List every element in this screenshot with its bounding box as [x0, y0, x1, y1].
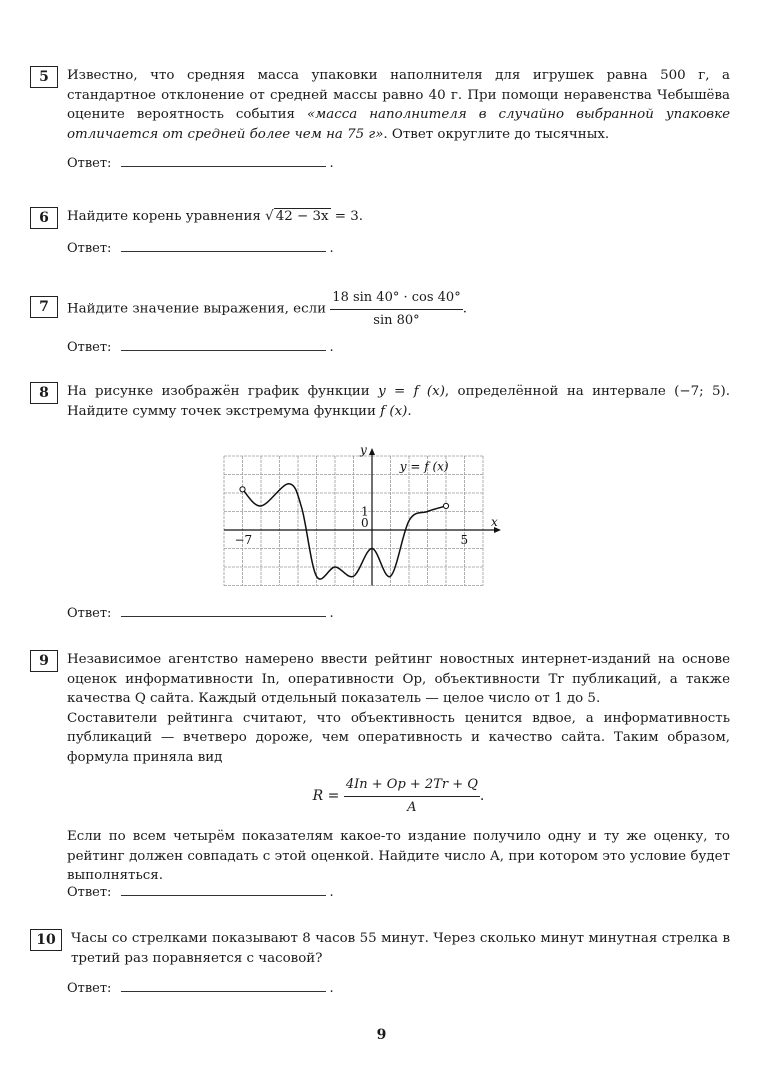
- task-9: [30, 650, 730, 900]
- task-8: [30, 382, 730, 621]
- task-text: [67, 66, 730, 144]
- fraction-denominator: sin 80°: [373, 312, 420, 328]
- task-7-fraction: [330, 288, 462, 330]
- task-number: 8: [30, 382, 58, 404]
- task-number: 9: [30, 650, 58, 672]
- answer-field[interactable]: [121, 338, 326, 351]
- task-6-text: Найдите корень уравнения: [67, 209, 261, 224]
- task-text: [67, 207, 730, 227]
- fraction-numerator: 18 sin 40° · cos 40°: [330, 288, 462, 310]
- origin-label: 0: [361, 516, 369, 530]
- task-10: [30, 929, 730, 996]
- task-9-formula: R = $\frac{4In + Op + 2Tr + Q}{A}$ .: [67, 775, 730, 817]
- answer-row: Ответ: .: [67, 340, 334, 355]
- task-8-func2: f (x): [380, 403, 408, 419]
- answer-label: Ответ:: [67, 606, 112, 621]
- curve-label: y = f (x): [399, 459, 449, 474]
- x-axis-label: x: [491, 515, 498, 529]
- answer-label: Ответ:: [67, 981, 112, 996]
- page-number: 9: [376, 1027, 387, 1043]
- task-5-text-a: Известно, что средняя масса упаковки наполнителя для игрушек равна 500 г, а стандартное отклонение от средней массы равно 40 г. При помощи неравенства Чебышёва оцените вероятность события: [67, 68, 730, 122]
- task-number: 6: [30, 207, 58, 229]
- y-axis-label: y: [360, 443, 367, 457]
- task-7: [30, 290, 730, 355]
- radical-icon: √: [265, 209, 274, 224]
- task-text: [67, 650, 730, 886]
- task-text: Найдите значение выражения, если $\frac{18 \sin 40^\circ \cdot \cos 40^\circ}{\sin 80^\circ}$ .: [67, 288, 730, 330]
- task-8-text-a: На рисунке изображён график функции: [67, 384, 379, 399]
- fraction-denominator: A: [407, 799, 417, 815]
- function-curve: [243, 484, 447, 579]
- task-8-func: y = f (x): [378, 384, 445, 399]
- task-5-text-b: . Ответ округлите до тысячных.: [383, 126, 610, 142]
- open-endpoint-right: [443, 503, 448, 508]
- task-6-radicand: 42 − 3x: [275, 209, 329, 224]
- task-9-para2: Составители рейтинга считают, что объективность ценится вдвое, а информативность публикаций — вчетверо дороже, чем оперативность и качество сайта. Таким образом, формула приняла вид: [67, 710, 730, 765]
- y-axis-arrow-icon: [369, 448, 375, 455]
- answer-label: Ответ:: [67, 340, 112, 355]
- task-8-text-c: .: [407, 403, 412, 419]
- task-number: 5: [30, 66, 58, 88]
- answer-field[interactable]: [121, 979, 326, 992]
- answer-label: Ответ:: [67, 241, 112, 256]
- task-8-text-b: , определённой на интервале (−7; 5). Найдите сумму точек экстремума функции: [67, 384, 730, 419]
- answer-field[interactable]: [121, 883, 326, 896]
- task-text: [71, 929, 730, 968]
- answer-label: Ответ:: [67, 156, 112, 171]
- answer-row: Ответ: .: [67, 156, 334, 171]
- answer-label: Ответ:: [67, 885, 112, 900]
- task-text: [67, 382, 730, 421]
- tick-label-x-pos: 5: [460, 533, 469, 547]
- task-number: 7: [30, 296, 58, 318]
- tick-label-y: 1: [361, 504, 369, 519]
- function-graph: [222, 438, 542, 590]
- task-9-para3: Если по всем четырём показателям какое-то издание получило одну и ту же оценку, то рейтинг должен совпадать с этой оценкой. Найдите число A, при котором это условие будет выполняться.: [67, 829, 730, 883]
- task-5-event: «масса наполнителя в случайно выбранной упаковке отличается от средней более чем на 75 г»: [67, 107, 730, 142]
- task-10-text: Часы со стрелками показывают 8 часов 55 минут. Через сколько минут минутная стрелка в третий раз поравняется с часовой?: [71, 931, 730, 966]
- task-number: 10: [30, 929, 62, 951]
- task-6-rhs: = 3.: [334, 209, 364, 224]
- answer-field[interactable]: [121, 239, 326, 252]
- formula-lhs: R =: [312, 788, 340, 804]
- task-9-para1: Независимое агентство намерено ввести рейтинг новостных интернет-изданий на основе оценок информативности In, оперативности Op, объективности Tr публикаций, а также качества Q сайта. Каждый отдельный показатель — целое число от 1 до 5.: [67, 652, 730, 706]
- answer-field[interactable]: [121, 154, 326, 167]
- answer-row: Ответ: .: [67, 981, 334, 996]
- fraction-numerator: 4In + Op + 2Tr + Q: [344, 775, 480, 797]
- tick-label-x-neg: −7: [234, 533, 253, 547]
- formula-fraction: [344, 775, 480, 817]
- answer-row: Ответ: .: [67, 606, 334, 621]
- open-endpoint-left: [240, 487, 245, 492]
- answer-row: Ответ: .: [67, 241, 334, 256]
- task-6: [30, 207, 730, 256]
- answer-field[interactable]: [121, 604, 326, 617]
- task-5: [30, 66, 730, 171]
- answer-row: Ответ: .: [67, 885, 334, 900]
- task-7-text: Найдите значение выражения, если: [67, 301, 327, 317]
